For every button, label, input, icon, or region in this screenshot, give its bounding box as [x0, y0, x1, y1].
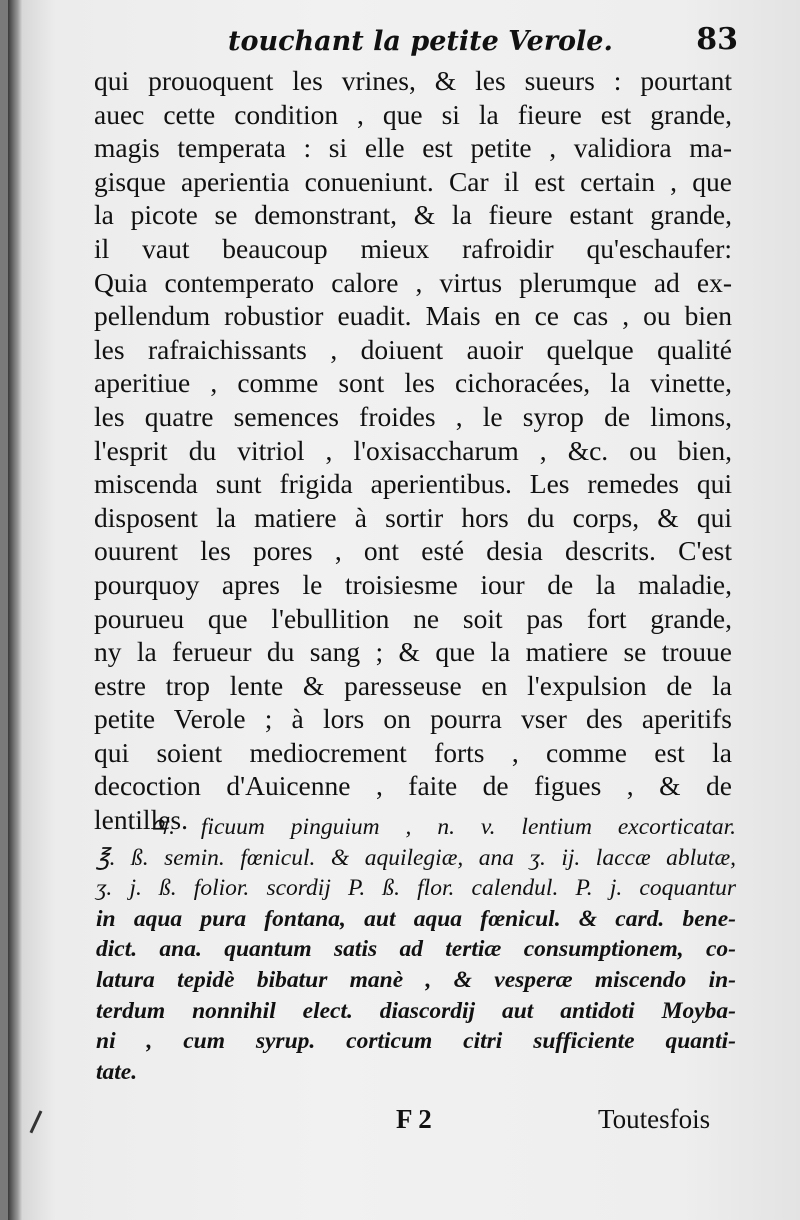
prescription-line: terdum nonnihil elect. diascordij aut antidoti Moyba- [96, 997, 736, 1024]
text-line: les rafraichissants , doiuent auoir quelque qualité [94, 333, 732, 365]
prescription-line: ♃. ficuum pinguium , n. v. lentium excorticatar. [148, 814, 736, 840]
body-text [94, 64, 732, 837]
text-line: ouurent les pores , ont esté desia descrits. C'est [94, 535, 732, 567]
text-line: Quia contemperato calore , virtus plerumque ad ex- [94, 266, 732, 298]
text-line: magis temperata : si elle est petite , validiora ma- [94, 132, 732, 164]
prescription-line: ni , cum syrup. corticum citri sufficiente quanti- [96, 1028, 736, 1055]
text-line: qui soient mediocrement forts , comme est la [94, 736, 732, 768]
prescription-line: ʒ. j. ß. folior. scordij P. ß. flor. calendul. P. j. coquantur [96, 875, 736, 902]
text-line: miscenda sunt frigida aperientibus. Les remedes qui [94, 468, 732, 500]
text-line: aperitiue , comme sont les cichoracées, la vinette, [94, 367, 732, 399]
text-line: decoction d'Auicenne , faite de figues , & de [94, 770, 732, 802]
page-number: 83 [696, 22, 738, 57]
text-line: qui prouoquent les vrines, & les sueurs : pourtant [94, 65, 732, 96]
text-line: il vaut beaucoup mieux rafroidir qu'eschaufer: [94, 232, 732, 264]
text-line: les quatre semences froides , le syrop de limons, [94, 400, 732, 432]
book-page [8, 0, 800, 1220]
text-line: estre trop lente & paresseuse en l'expulsion de la [94, 669, 732, 701]
prescription-line: ℥. ß. semin. fœnicul. & aquilegiæ, ana ʒ. ij. laccæ ablutæ, [96, 844, 736, 871]
text-line: petite Verole ; à lors on pourra vser des aperitifs [94, 703, 732, 735]
running-title: touchant la petite Verole. [228, 26, 613, 57]
text-line: pourquoy apres le troisiesme iour de la maladie, [94, 568, 732, 600]
prescription-block [96, 812, 736, 1087]
text-line: gisque aperientia conueniunt. Car il est certain , que [94, 165, 732, 197]
text-line: ny la ferueur du sang ; & que la matiere se trouue [94, 636, 732, 668]
text-line: lentilles. [94, 804, 188, 836]
text-line: la picote se demonstrant, & la fieure estant grande, [94, 199, 732, 231]
text-line: l'esprit du vitriol , l'oxisaccharum , &c. ou bien, [94, 434, 732, 466]
text-line: pourueu que l'ebullition ne soit pas fort grande, [94, 602, 732, 634]
prescription-line: in aqua pura fontana, aut aqua fœnicul. & card. bene- [96, 905, 736, 932]
page-gutter-shadow [8, 0, 22, 1220]
prescription-line: latura tepidè bibatur manè , & vesperæ miscendo in- [96, 966, 736, 993]
page-header [228, 22, 738, 66]
text-line: auec cette condition , que si la fieure est grande, [94, 98, 732, 130]
catchword: Toutesfois [598, 1104, 711, 1134]
page-footer [8, 1104, 800, 1144]
text-line: pellendum robustior euadit. Mais en ce cas , ou bien [94, 300, 732, 332]
text-line: disposent la matiere à sortir hors du corps, & qui [94, 501, 732, 533]
prescription-line: tate. [96, 1058, 138, 1085]
signature-mark: F 2 [396, 1104, 432, 1134]
prescription-line: dict. ana. quantum satis ad tertiæ consumptionem, co- [96, 936, 736, 963]
